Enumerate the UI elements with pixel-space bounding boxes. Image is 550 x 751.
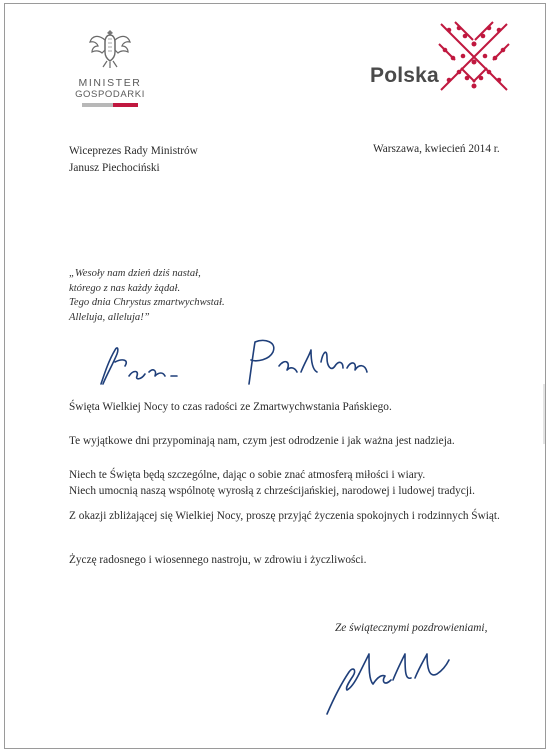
letter-page <box>4 3 546 749</box>
ministry-name-line1: MINISTER <box>78 77 142 89</box>
ministry-color-bar <box>82 103 138 107</box>
polska-folk-pattern-icon <box>435 18 513 98</box>
scan-edge-mark <box>543 384 545 444</box>
poem-line: „Wesoły nam dzień dziś nastał, <box>69 268 201 279</box>
place-date: Warszawa, kwiecień 2014 r. <box>373 143 500 155</box>
paragraph: Święta Wielkiej Nocy to czas radości ze Zmartwychwstania Pańskiego. <box>69 401 392 413</box>
poem-line: którego z nas każdy żądał. <box>69 282 181 294</box>
paragraph: Z okazji zbliżającej się Wielkiej Nocy, proszę przyjąć życzenia spokojnych i rodzinnych Świąt. <box>69 510 500 522</box>
polska-brand-wordmark: Polska <box>370 64 439 87</box>
poem-line: Tego dnia Chrystus zmartwychwstał. <box>69 297 225 309</box>
paragraph: Te wyjątkowe dni przypominają nam, czym jest odrodzenie i jak ważna jest nadzieja. <box>69 435 455 447</box>
sender-block <box>69 143 198 177</box>
closing-phrase: Ze świątecznymi pozdrowieniami, <box>335 622 488 634</box>
poem-quote <box>69 267 225 325</box>
paragraph: Niech umocnią naszą wspólnotę wyrosłą z chrześcijańskiej, narodowej i ludowej tradycji. <box>69 485 475 497</box>
sender-name: Janusz Piechociński <box>69 162 160 174</box>
poem-line: Alleluja, alleluja!” <box>69 311 150 323</box>
ministry-logo <box>65 26 155 107</box>
eagle-emblem-icon <box>88 26 132 70</box>
sender-title: Wiceprezes Rady Ministrów <box>69 145 198 157</box>
paragraph: Niech te Święta będą szczególne, dając o sobie znać atmosferą miłości i wiary. <box>69 469 426 481</box>
minister-signature <box>319 644 459 718</box>
handwritten-greeting-signature <box>95 332 395 392</box>
paragraph: Życzę radosnego i wiosennego nastroju, w zdrowiu i życzliwości. <box>69 554 367 566</box>
ministry-name-line2: GOSPODARKI <box>75 89 145 100</box>
